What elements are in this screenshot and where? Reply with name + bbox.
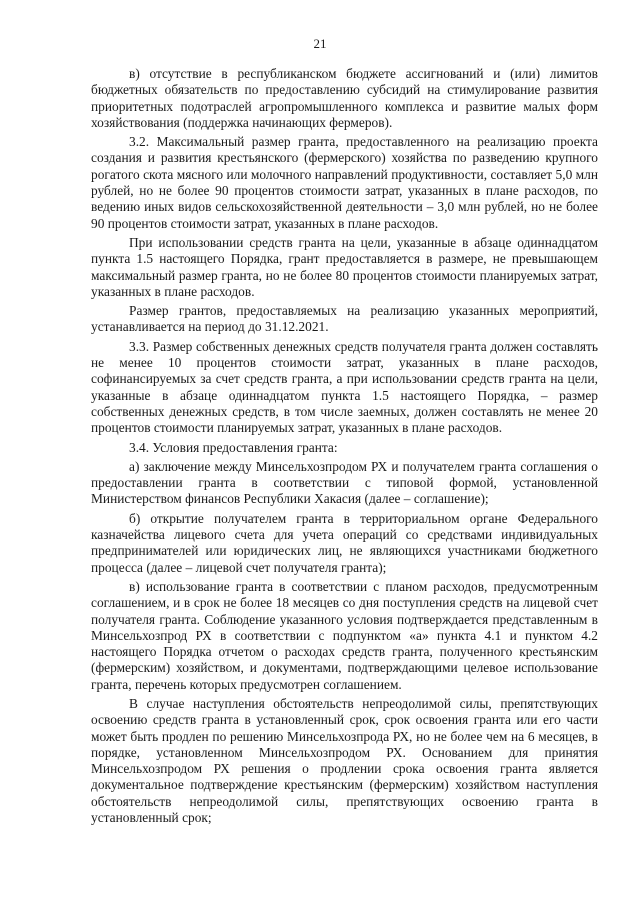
paragraph-subitem-v-budget: в) отсутствие в республиканском бюджете ассигнований и (или) лимитов бюджетных обязательств по предоставлению субсидий на стимулирование развития приоритетных подотраслей агропромышленного комплекса и развитие малых форм хозяйствования (поддержка начинающих фермеров).: [91, 66, 598, 130]
paragraph-force-majeure: В случае наступления обстоятельств непреодолимой силы, препятствующих освоению средств гранта в установленный срок, срок освоения гранта или его части может быть продлен по решению Минсельхозпрода РХ, но не более чем на 6 месяцев, в порядке, установленном Минсельхозпродом РХ. Основанием для принятия Минсельхозпродом РХ решения о продлении срока освоения гранта является документальное подтверждение крестьянским (фермерским) хозяйством наступления обстоятельств непреодолимой силы, препятствующих освоению гранта в установленный срок;: [91, 695, 598, 826]
paragraph-3-2-max-grant: 3.2. Максимальный размер гранта, предоставленного на реализацию проекта создания и развития крестьянского (фермерского) хозяйства по разведению крупного рогатого скота мясного или молочного направлений продуктивности, составляет 5,0 млн рублей, но не более 90 процентов стоимости затрат, указанных в плане расходов, по ведению иных видов сельскохозяйственной деятельности – 3,0 млн рублей, но не более 90 процентов стоимости затрат, указанных в плане расходов.: [91, 134, 598, 231]
document-body: [91, 66, 598, 829]
paragraph-3-3-own-funds: 3.3. Размер собственных денежных средств получателя гранта должен составлять не менее 10 процентов стоимости затрат, указанных в плане расходов, софинансируемых за счет средств гранта, а при использовании средств гранта на цели, указанные в абзаце одиннадцатом пункта 1.5 настоящего Порядка, – размер собственных денежных средств, в том числе заемных, должен составлять не менее 20 процентов стоимости планируемых затрат, указанных в плане расходов.: [91, 338, 598, 436]
paragraph-condition-v: в) использование гранта в соответствии с планом расходов, предусмотренным соглашением, и в срок не более 18 месяцев со дня поступления средств на лицевой счет получателя гранта. Соблюдение указанного условия подтверждается представленным в Минсельхозпрод РХ в соответствии с подпунктом «а» пункта 4.1 и пунктом 4.2 настоящего Порядка отчетом о расходах средств гранта, полученного крестьянским (фермерским) хозяйством, и документами, подтверждающими целевое использование гранта, перечень которых предусмотрен соглашением.: [91, 578, 598, 692]
page-number: 21: [313, 36, 327, 51]
paragraph-3-4-conditions: 3.4. Условия предоставления гранта:: [129, 439, 338, 455]
paragraph-condition-a: а) заключение между Минсельхозпродом РХ и получателем гранта соглашения о предоставлении гранта в соответствии с типовой формой, установленной Министерством финансов Республики Хакасия (далее – соглашение);: [91, 458, 598, 507]
paragraph-grant-period: Размер грантов, предоставляемых на реализацию указанных мероприятий, устанавливается на период до 31.12.2021.: [91, 303, 598, 335]
paragraph-grant-80-percent: При использовании средств гранта на цели, указанные в абзаце одиннадцатом пункта 1.5 настоящего Порядка, грант предоставляется в размере, не превышающем максимальный размер гранта, но не более 80 процентов стоимости планируемых затрат, указанных в плане расходов.: [91, 234, 598, 299]
paragraph-condition-b: б) открытие получателем гранта в территориальном органе Федерального казначейства лицевого счета для учета операций со средствами индивидуальных предпринимателей или юридических лиц, не являющихся участниками бюджетного процесса (далее – лицевой счет получателя гранта);: [91, 510, 598, 575]
